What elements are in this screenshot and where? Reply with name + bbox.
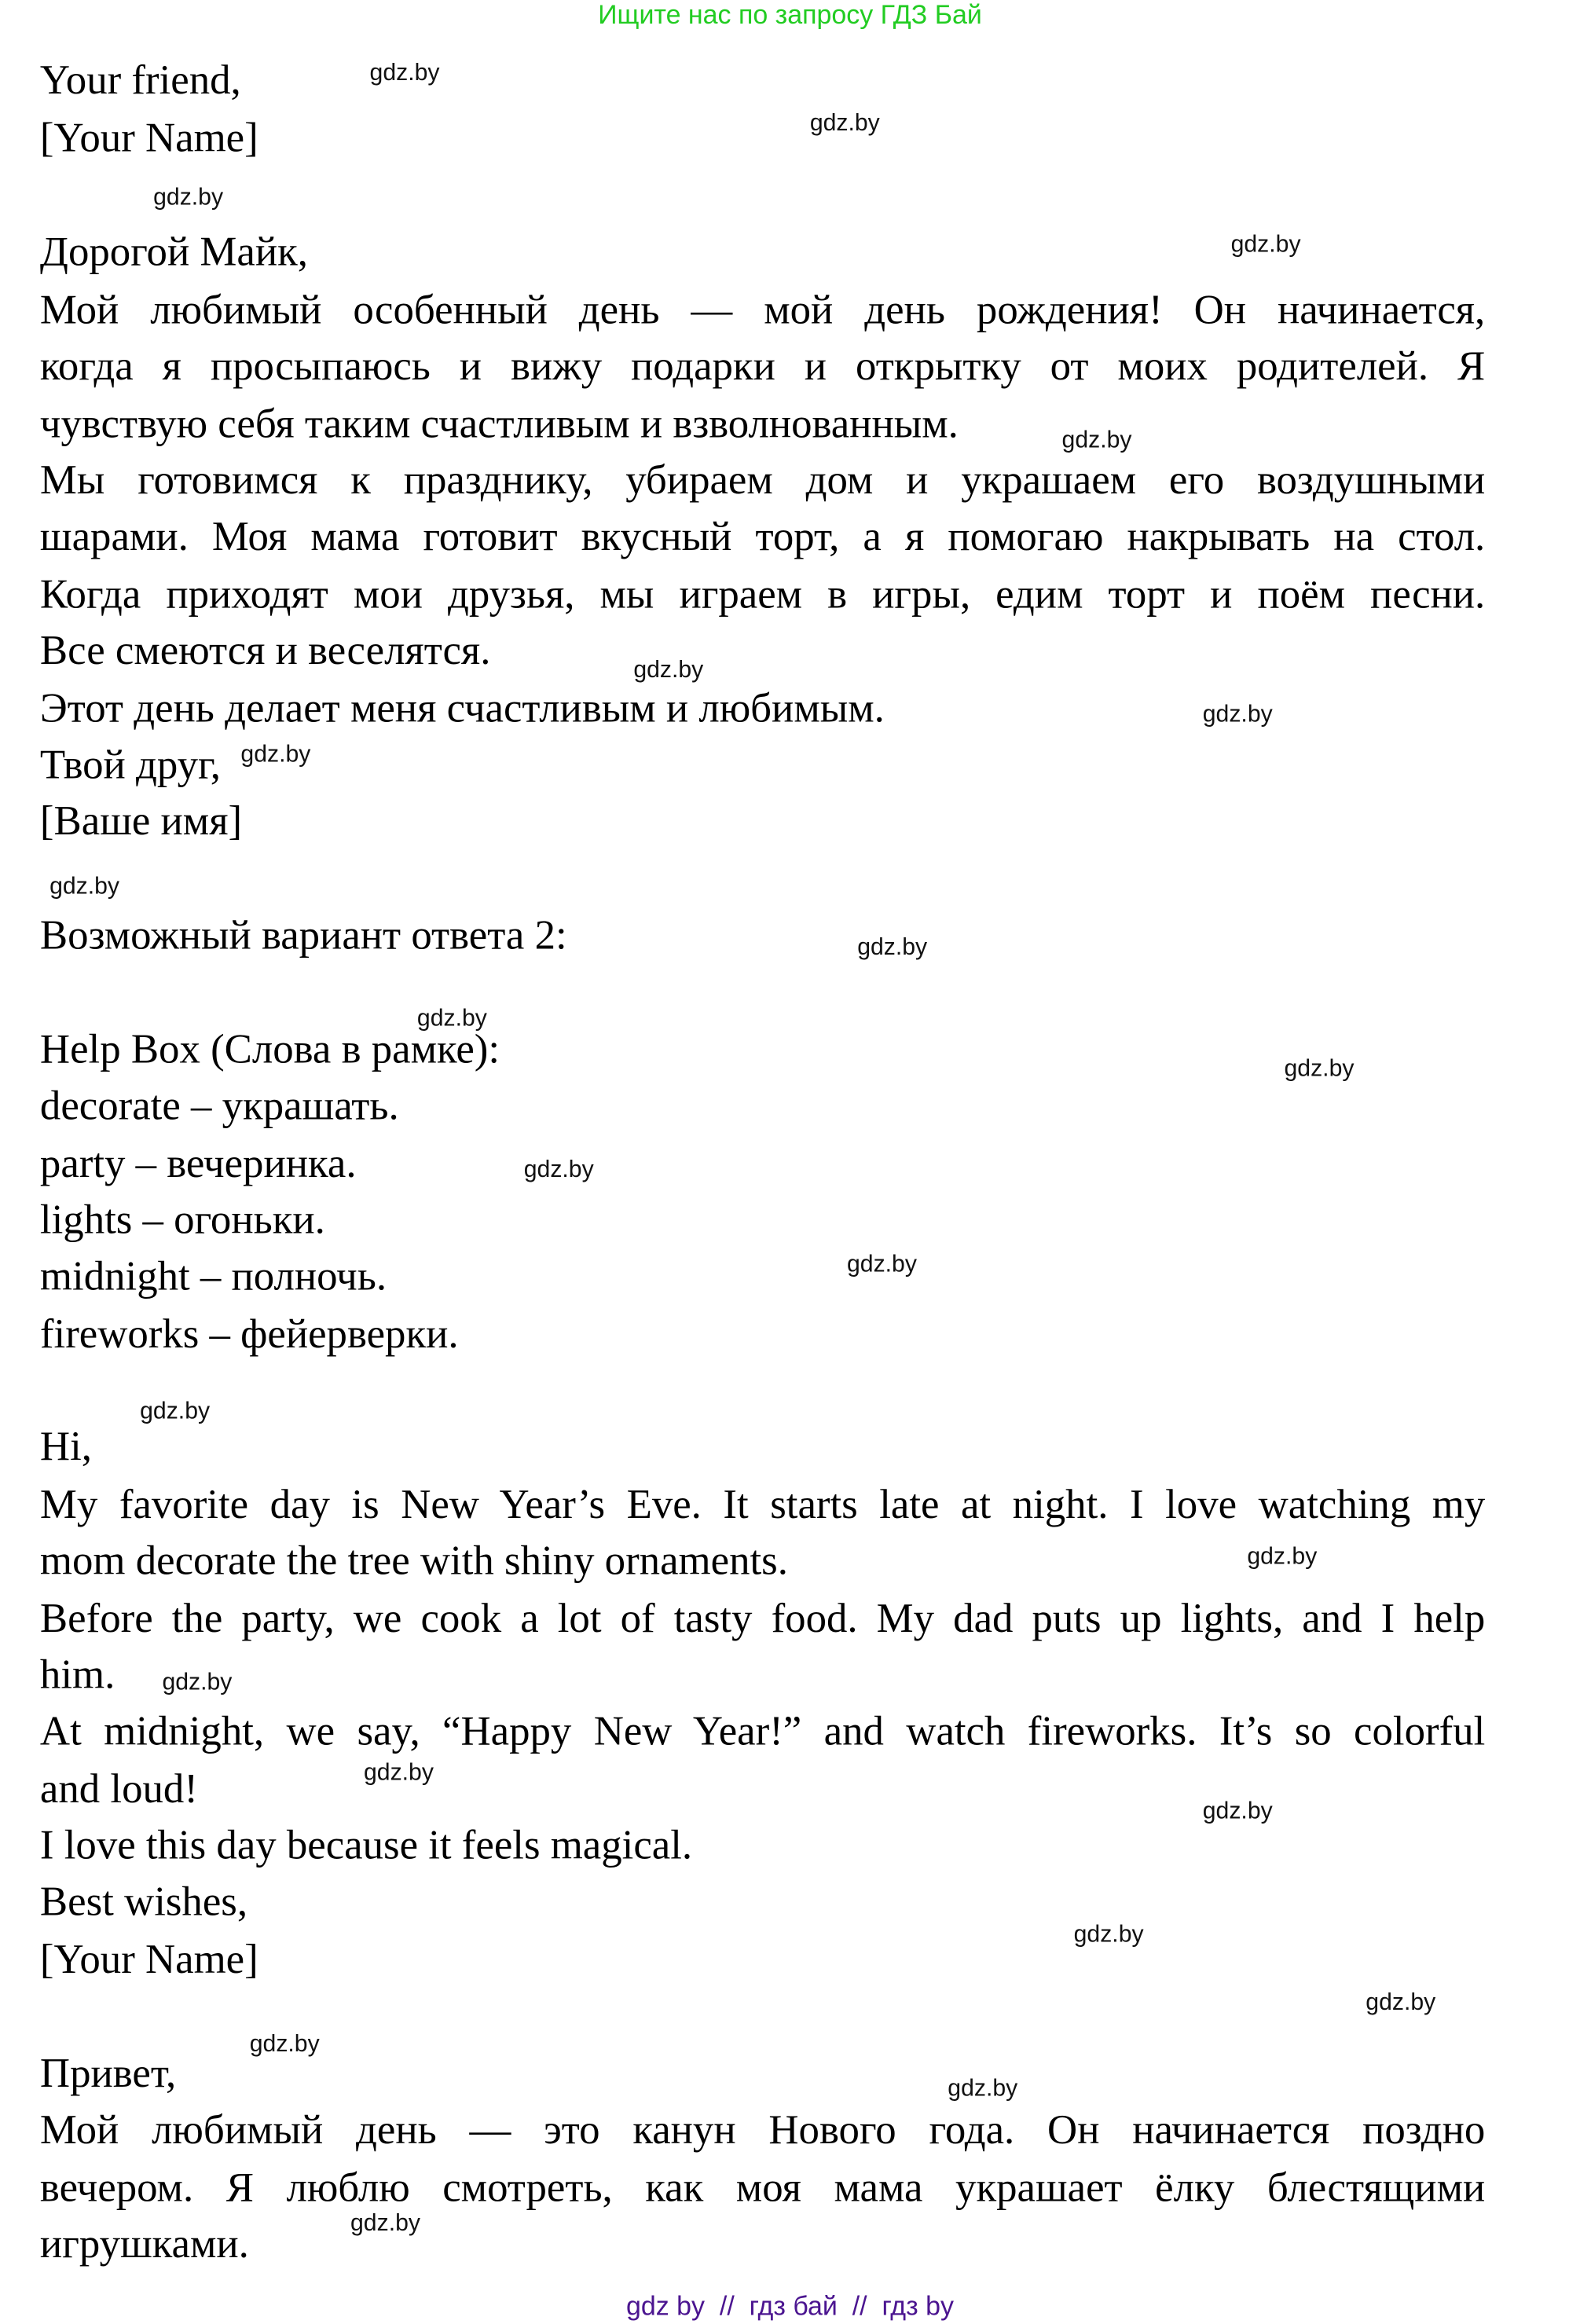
watermark: gdz.by bbox=[633, 658, 704, 684]
text-line: and loud! bbox=[39, 1766, 198, 1813]
watermark: gdz.by bbox=[153, 185, 224, 211]
text-line: игрушками. bbox=[39, 2221, 249, 2268]
watermark: gdz.by bbox=[948, 2076, 1018, 2102]
text-line: Мой любимый день — это канун Нового года. Он начинается поздно bbox=[39, 2107, 1486, 2154]
watermark: gdz.by bbox=[249, 2032, 320, 2058]
text-line: lights – огоньки. bbox=[39, 1197, 325, 1244]
watermark: gdz.by bbox=[1247, 1544, 1318, 1570]
watermark: gdz.by bbox=[847, 1252, 917, 1278]
text-line: mom decorate the tree with shiny ornaments. bbox=[39, 1538, 788, 1585]
text-line: вечером. Я люблю смотреть, как моя мама украшает ёлку блестящими bbox=[39, 2165, 1486, 2212]
text-line: At midnight, we say, “Happy New Year!” and watch fireworks. It’s so colorful bbox=[39, 1709, 1486, 1755]
text-line: [Your Name] bbox=[39, 1937, 258, 1984]
text-line: midnight – полночь. bbox=[39, 1253, 387, 1300]
watermark: gdz.by bbox=[857, 935, 928, 961]
text-line: Help Box (Слова в рамке): bbox=[39, 1027, 500, 1073]
text-line: Когда приходят мои друзья, мы играем в игры, едим торт и поём песни. bbox=[39, 572, 1486, 618]
watermark: gdz.by bbox=[1230, 233, 1301, 258]
watermark: gdz.by bbox=[240, 742, 311, 768]
text-line: fireworks – фейерверки. bbox=[39, 1311, 459, 1358]
text-line: Возможный вариант ответа 2: bbox=[39, 913, 567, 959]
text-line: шарами. Моя мама готовит вкусный торт, а я помогаю накрывать на стол. bbox=[39, 514, 1486, 561]
watermark: gdz.by bbox=[49, 874, 119, 900]
text-line: Привет, bbox=[39, 2051, 177, 2098]
text-line: I love this day because it feels magical. bbox=[39, 1823, 693, 1869]
watermark: gdz.by bbox=[1202, 702, 1273, 728]
watermark: gdz.by bbox=[1366, 1990, 1436, 2016]
watermark: gdz.by bbox=[162, 1670, 233, 1696]
text-line: Before the party, we cook a lot of tasty food. My dad puts up lights, and I help bbox=[39, 1596, 1486, 1643]
watermark: gdz.by bbox=[1073, 1922, 1144, 1948]
watermark: gdz.by bbox=[809, 111, 880, 137]
text-line: party – вечеринка. bbox=[39, 1141, 357, 1188]
text-line: Твой друг, bbox=[39, 742, 221, 789]
footer-links[interactable]: gdz by // гдз бай // гдз by bbox=[625, 2291, 954, 2322]
text-line: когда я просыпаюсь и вижу подарки и открытку от моих родителей. Я bbox=[39, 343, 1486, 390]
text-line: Hi, bbox=[39, 1424, 92, 1471]
watermark: gdz.by bbox=[369, 60, 440, 86]
watermark: gdz.by bbox=[364, 1761, 434, 1787]
text-line: My favorite day is New Year’s Eve. It starts late at night. I love watching my bbox=[39, 1482, 1486, 1528]
watermark: gdz.by bbox=[1284, 1057, 1355, 1083]
text-line: Дорогой Майк, bbox=[39, 229, 309, 276]
watermark: gdz.by bbox=[523, 1157, 594, 1183]
text-line: decorate – украшать. bbox=[39, 1083, 399, 1130]
text-line: [Ваше имя] bbox=[39, 798, 243, 845]
text-line: Best wishes, bbox=[39, 1879, 248, 1926]
watermark: gdz.by bbox=[140, 1398, 211, 1424]
watermark: gdz.by bbox=[1202, 1799, 1273, 1825]
text-line: Мой любимый особенный день — мой день рождения! Он начинается, bbox=[39, 287, 1486, 334]
watermark: gdz.by bbox=[416, 1006, 487, 1032]
text-line: [Your Name] bbox=[39, 115, 258, 162]
text-line: Your friend, bbox=[39, 57, 241, 104]
text-line: him. bbox=[39, 1652, 115, 1699]
text-line: Этот день делает меня счастливым и любимым. bbox=[39, 686, 885, 732]
watermark: gdz.by bbox=[350, 2211, 420, 2237]
text-line: Все смеются и веселятся. bbox=[39, 628, 491, 675]
text-line: Мы готовимся к празднику, убираем дом и украшаем его воздушными bbox=[39, 457, 1486, 504]
watermark: gdz.by bbox=[1061, 428, 1132, 454]
text-line: чувствую себя таким счастливым и взволнованным. bbox=[39, 401, 959, 448]
promo-banner: Ищите нас по запросу ГДЗ Бай bbox=[598, 0, 982, 30]
